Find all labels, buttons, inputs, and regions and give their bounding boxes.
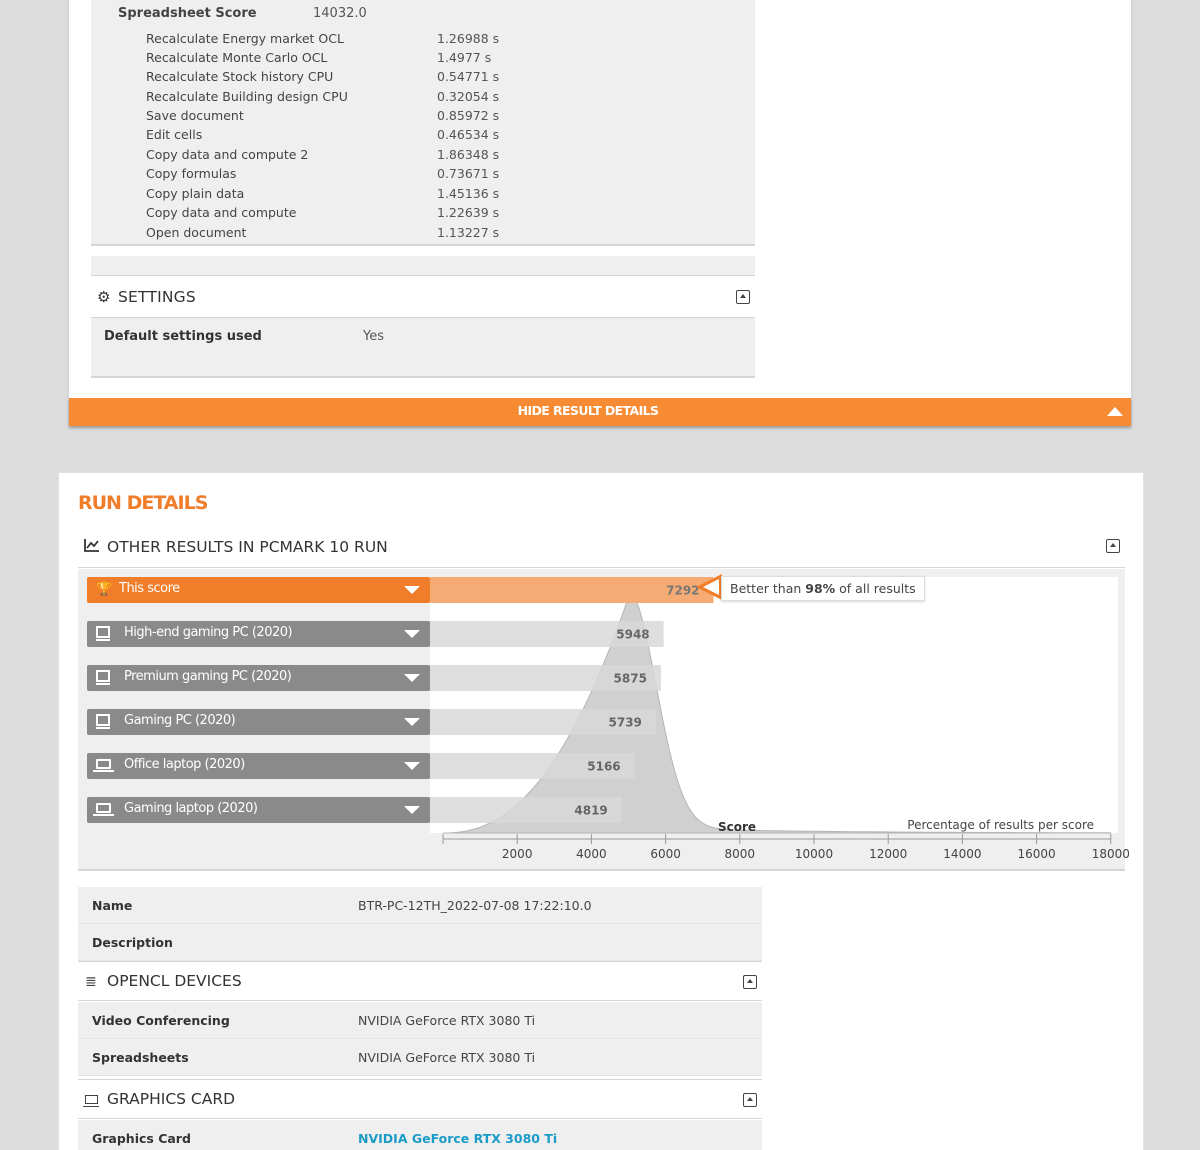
- trophy-icon: 🏆: [96, 582, 112, 597]
- opencl-devices-title: OPENCL DEVICES: [107, 972, 242, 990]
- y-axis-label: Percentage of results per score: [907, 818, 1094, 832]
- subtest-value: 0.54771 s: [437, 69, 500, 84]
- settings-header: [91, 276, 755, 318]
- collapse-settings-button[interactable]: [736, 290, 750, 304]
- reference-label: Gaming laptop (2020): [124, 801, 258, 816]
- spreadsheet-score-value: 14032.0: [313, 6, 367, 21]
- settings-row: [91, 318, 755, 378]
- subtest-label: Copy data and compute: [146, 205, 297, 220]
- subtest-row: [146, 31, 646, 50]
- reference-label: Gaming PC (2020): [124, 713, 236, 728]
- subtest-value: 0.32054 s: [437, 89, 500, 104]
- opencl-row-label: Video Conferencing: [92, 1013, 230, 1028]
- run-details-title: RUN DETAILS: [78, 492, 208, 514]
- graphics-card-row: [78, 1120, 762, 1150]
- subtest-value: 1.45136 s: [437, 186, 500, 201]
- chevron-down-icon: [404, 674, 420, 682]
- subtest-label: Recalculate Energy market OCL: [146, 31, 344, 46]
- subtest-label: Recalculate Monte Carlo OCL: [146, 50, 328, 65]
- settings-row-value: Yes: [363, 329, 384, 344]
- description-label: Description: [92, 935, 173, 950]
- subtest-value: 1.4977 s: [437, 50, 492, 65]
- subtest-value: 0.73671 s: [437, 166, 500, 181]
- opencl-row: [78, 1039, 762, 1076]
- graphics-card-label: Graphics Card: [92, 1131, 191, 1146]
- x-tick-label: 18000: [1091, 847, 1130, 861]
- monitor-icon: [96, 714, 110, 730]
- run-details-panel: [58, 472, 1144, 1150]
- x-tick-label: 8000: [724, 847, 756, 861]
- subtest-row: [146, 69, 646, 88]
- chevron-down-icon: [404, 806, 420, 814]
- other-results-title: OTHER RESULTS IN PCMARK 10 RUN: [107, 538, 388, 556]
- description-row: [78, 924, 762, 961]
- section-divider: [91, 256, 755, 276]
- gear-icon: ⚙: [97, 288, 111, 306]
- laptop-icon: [96, 802, 111, 817]
- subtest-row: [146, 50, 646, 69]
- subtest-label: Copy data and compute 2: [146, 147, 309, 162]
- subtest-row: [146, 108, 646, 127]
- score-pointer-arrow-inner: [703, 579, 719, 595]
- better-than-prefix: Better than: [730, 581, 806, 596]
- this-score-dropdown[interactable]: [87, 577, 430, 603]
- reference-label: High-end gaming PC (2020): [124, 625, 293, 640]
- spreadsheet-score-label: Spreadsheet Score: [118, 6, 257, 21]
- list-icon: ≣: [85, 974, 97, 990]
- reference-label: Office laptop (2020): [124, 757, 245, 772]
- chevron-down-icon: [404, 718, 420, 726]
- opencl-devices-header: [78, 961, 762, 1001]
- this-score-value: 7292: [666, 583, 700, 598]
- subtest-value: 0.46534 s: [437, 127, 500, 142]
- reference-value: 5739: [608, 715, 642, 730]
- name-value: BTR-PC-12TH_2022-07-08 17:22:10.0: [358, 898, 592, 913]
- gaming-pc-dropdown[interactable]: [87, 709, 430, 735]
- results-chart: [78, 569, 1130, 871]
- subtest-label: Recalculate Stock history CPU: [146, 69, 334, 84]
- subtest-label: Edit cells: [146, 127, 203, 142]
- better-than-percent: 98%: [805, 581, 836, 596]
- better-than-suffix: of all results: [835, 581, 916, 596]
- chevron-up-icon: [1107, 407, 1123, 416]
- premium-gaming-pc-dropdown[interactable]: [87, 665, 430, 691]
- collapse-opencl-button[interactable]: [743, 975, 757, 989]
- name-row: [78, 887, 762, 924]
- graphics-card-title: GRAPHICS CARD: [107, 1090, 236, 1108]
- x-tick-label: 14000: [943, 847, 982, 861]
- high-end-gaming-pc-dropdown[interactable]: [87, 621, 430, 647]
- reference-label: Premium gaming PC (2020): [124, 669, 292, 684]
- other-results-header: [78, 528, 1125, 568]
- opencl-row: [78, 1002, 762, 1039]
- result-details-panel: [69, 0, 1131, 426]
- subtest-value: 1.86348 s: [437, 147, 500, 162]
- settings-row-label: Default settings used: [104, 329, 262, 344]
- better-than-callout: [721, 576, 925, 601]
- subtest-label: Recalculate Building design CPU: [146, 89, 348, 104]
- chevron-down-icon: [404, 762, 420, 770]
- collapse-other-results-button[interactable]: [1106, 539, 1120, 553]
- subtest-label: Copy plain data: [146, 186, 245, 201]
- x-axis-label: Score: [718, 820, 757, 834]
- gaming-laptop-dropdown[interactable]: [87, 797, 430, 823]
- graphics-card-link[interactable]: NVIDIA GeForce RTX 3080 Ti: [358, 1131, 558, 1146]
- name-label: Name: [92, 898, 133, 913]
- office-laptop-dropdown[interactable]: [87, 753, 430, 779]
- subtest-row: [146, 89, 646, 108]
- settings-title: SETTINGS: [118, 288, 196, 306]
- subtest-row: [146, 147, 646, 166]
- this-score-label: This score: [119, 581, 180, 596]
- x-tick-label: 6000: [650, 847, 681, 861]
- monitor-icon: [96, 626, 110, 642]
- x-tick-label: 2000: [501, 847, 533, 861]
- spreadsheet-details: [91, 0, 755, 246]
- subtest-row: [146, 225, 646, 244]
- x-tick-label: 4000: [576, 847, 607, 861]
- subtest-value: 1.13227 s: [437, 225, 500, 240]
- subtest-value: 1.26988 s: [437, 31, 500, 46]
- line-chart-icon: [84, 538, 100, 552]
- x-tick-label: 10000: [794, 847, 834, 861]
- x-tick-label: 16000: [1017, 847, 1056, 861]
- subtest-row: [146, 127, 646, 146]
- subtest-row: [146, 186, 646, 205]
- subtest-label: Open document: [146, 225, 247, 240]
- subtest-label: Save document: [146, 108, 244, 123]
- x-tick-label: 12000: [869, 847, 908, 861]
- graphics-card-header: [78, 1079, 762, 1119]
- hide-result-details-button[interactable]: [69, 398, 1131, 426]
- subtest-value: 1.22639 s: [437, 205, 500, 220]
- chevron-down-icon: [404, 586, 420, 594]
- reference-value: 5875: [613, 671, 647, 686]
- hide-result-details-label: HIDE RESULT DETAILS: [517, 403, 659, 418]
- collapse-graphics-button[interactable]: [743, 1093, 757, 1107]
- reference-value: 5948: [616, 627, 650, 642]
- subtest-value: 0.85972 s: [437, 108, 500, 123]
- subtest-row: [146, 205, 646, 224]
- reference-value: 5166: [587, 759, 621, 774]
- opencl-row-value: NVIDIA GeForce RTX 3080 Ti: [358, 1050, 536, 1065]
- laptop-icon: [96, 758, 111, 773]
- opencl-row-value: NVIDIA GeForce RTX 3080 Ti: [358, 1013, 536, 1028]
- monitor-icon: [96, 670, 110, 686]
- opencl-row-label: Spreadsheets: [92, 1050, 189, 1065]
- reference-value: 4819: [574, 803, 608, 818]
- subtest-row: [146, 166, 646, 185]
- chevron-down-icon: [404, 630, 420, 638]
- subtest-label: Copy formulas: [146, 166, 237, 181]
- laptop-icon: [85, 1092, 98, 1108]
